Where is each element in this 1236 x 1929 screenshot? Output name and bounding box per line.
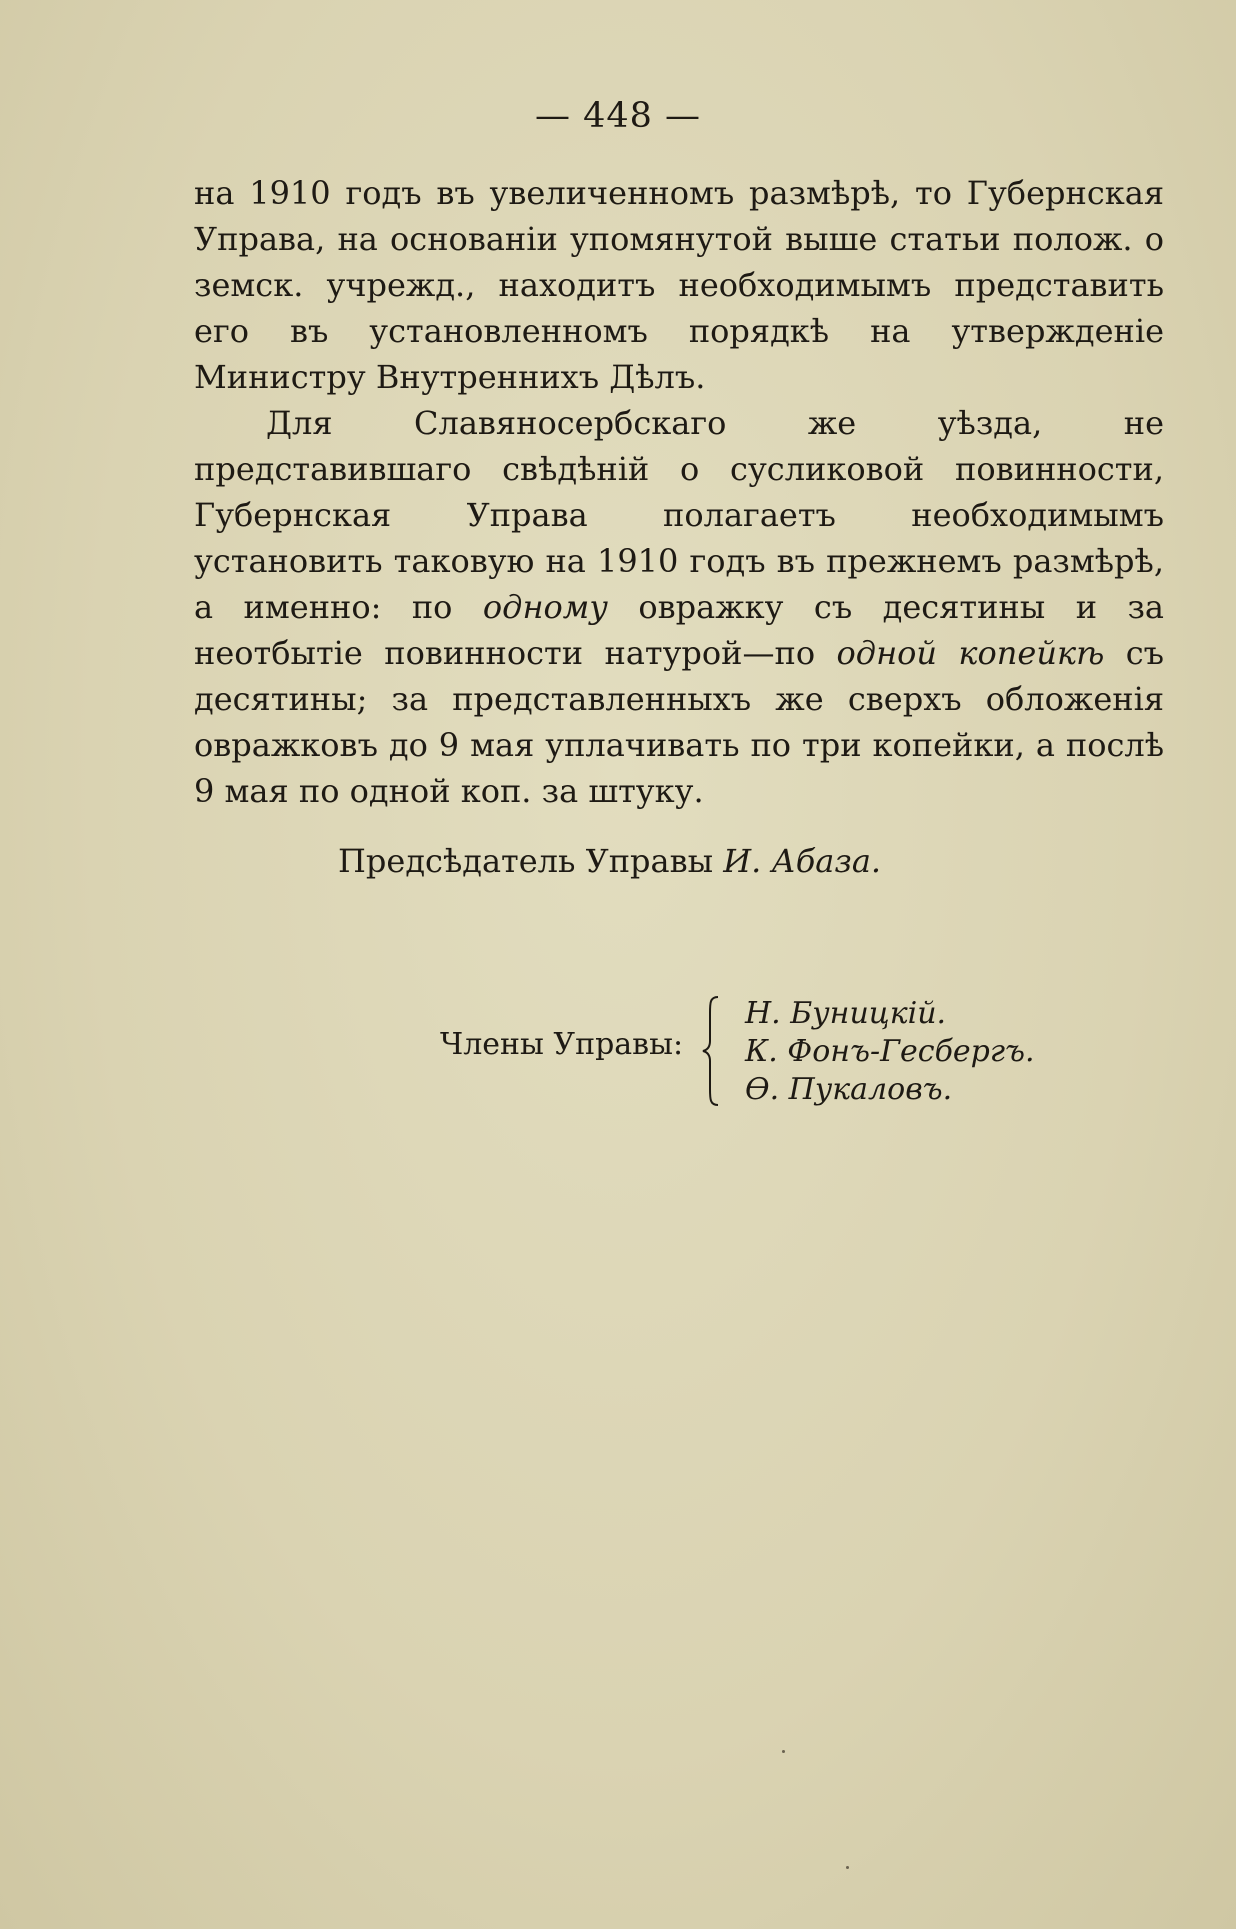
- members-label: Члены Управы:: [440, 1027, 684, 1062]
- member-name: К. Фонъ-Гесбергъ.: [745, 1034, 1035, 1069]
- curly-brace-icon: [702, 995, 720, 1107]
- paragraph-2-part-3: съ десятины; за представленныхъ же сверхъ обложенія овражковъ до 9 мая уплачивать по три копейки, а послѣ 9 мая по одной коп. за штуку.: [194, 634, 1165, 810]
- paragraph-2-emphasis-1: одному: [482, 588, 608, 626]
- paper-speck: [846, 1866, 849, 1869]
- paragraph-2-part-1: Для Славяносербскаго же уѣзда, не представившаго свѣдѣній о сусликовой повинности, Губернская Управа полагаетъ необходимымъ установить таковую на 1910 годъ въ прежнемъ размѣрѣ, а именно: по: [194, 404, 1164, 626]
- paragraph-2-emphasis-2: одной копейкѣ: [836, 634, 1105, 672]
- page-number: — 448 —: [534, 96, 702, 136]
- member-name: Н. Буницкій.: [745, 996, 947, 1031]
- paper-speck: [782, 1750, 785, 1753]
- chairman-title: Предсѣдатель Управы: [338, 842, 714, 880]
- paragraph-2: [194, 400, 1164, 814]
- member-name: Ѳ. Пукаловъ.: [745, 1072, 953, 1107]
- chairman-signature: [338, 838, 881, 884]
- paragraph-2-part-2: овражку съ десятины и за неотбытіе повинности натурой—по: [194, 588, 1165, 672]
- body-text: [194, 170, 1164, 814]
- members-list: [745, 995, 1035, 1109]
- paragraph-1: на 1910 годъ въ увеличенномъ размѣрѣ, то Губернская Управа, на основаніи упомянутой выше статьи полож. о земск. учрежд., находитъ необходимымъ представить его въ установленномъ порядкѣ на утвержденіе Министру Внутреннихъ Дѣлъ.: [194, 174, 1164, 396]
- chairman-name: И. Абаза.: [723, 842, 882, 880]
